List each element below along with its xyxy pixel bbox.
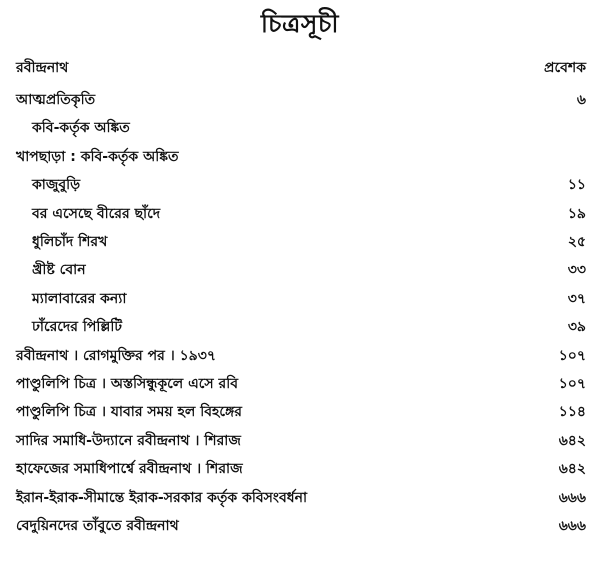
- entry-page-number: ৩৯: [567, 319, 586, 335]
- entry-label: হাফেজের সমাধিপার্শ্বে রবীন্দ্রনাথ । শিরাজ: [16, 461, 243, 477]
- toc-entry: [0, 287, 586, 311]
- entry-label: বর এসেছে বীরের ছাঁদে: [32, 206, 161, 222]
- entry-page-number: ১০৭: [558, 348, 586, 364]
- toc-entry: [0, 457, 586, 481]
- entry-page-number: ৩৭: [567, 291, 586, 307]
- entry-label: রবীন্দ্রনাথ । রোগমুক্তির পর । ১৯৩৭: [16, 348, 216, 364]
- toc-entry: [0, 372, 586, 396]
- toc-entry: [0, 116, 586, 140]
- entry-page-number: ৩৩: [567, 262, 586, 278]
- toc-entry: [0, 88, 586, 112]
- toc-entry: [0, 344, 586, 368]
- toc-entry: [0, 429, 586, 453]
- toc-entry: [0, 230, 586, 254]
- entry-page-number: ৬: [576, 92, 586, 108]
- toc-entry: [0, 258, 586, 282]
- toc-entry: [0, 315, 586, 339]
- entry-label: পাণ্ডুলিপি চিত্র । অস্তসিন্ধুকূলে এসে রবি: [16, 376, 239, 392]
- entry-label: ঢাঁরেদের পিল্লিটি: [32, 319, 122, 335]
- entry-label: কাজুবুড়ি: [32, 177, 81, 193]
- entry-label: পাণ্ডুলিপি চিত্র । যাবার সময় হল বিহঙ্গের: [16, 404, 242, 420]
- entry-page-number: ১০৭: [558, 376, 586, 392]
- entry-label: খাপছাড়া : কবি-কর্তৃক অঙ্কিত: [16, 149, 179, 165]
- entry-label: আত্মপ্রতিকৃতি: [16, 92, 96, 108]
- entry-label: ইরান-ইরাক-সীমান্তে ইরাক-সরকার কর্তৃক কবিসংবর্ধনা: [16, 490, 308, 506]
- entry-page-number: ৬৬৬: [558, 490, 586, 506]
- toc-entry: [0, 486, 586, 510]
- entry-page-number: ২৫: [567, 234, 586, 250]
- section-heading: রবীন্দ্রনাথ: [16, 60, 69, 76]
- column-header-row: [16, 56, 586, 78]
- page-column-heading: প্রবেশক: [544, 60, 586, 76]
- entry-label: ধুলিচাঁদ শিরখ: [32, 234, 108, 250]
- entry-page-number: ৬৪২: [558, 461, 586, 477]
- entry-label: ম্যালাবারের কন্যা: [32, 291, 127, 307]
- toc-entry: [0, 202, 586, 226]
- entry-page-number: ১৯: [567, 206, 586, 222]
- entry-label: সাদির সমাধি-উদ্যানে রবীন্দ্রনাথ । শিরাজ: [16, 433, 241, 449]
- toc-entry: [0, 514, 586, 538]
- entry-label: বেদুয়িনদের তাঁবুতে রবীন্দ্রনাথ: [16, 518, 179, 534]
- entry-label: খ্রীষ্ট বোন: [32, 262, 86, 278]
- page-title: চিত্রসূচী: [260, 9, 340, 38]
- toc-entry: [0, 173, 586, 197]
- entry-label: কবি-কর্তৃক অঙ্কিত: [32, 120, 130, 136]
- entry-page-number: ৬৬৬: [558, 518, 586, 534]
- toc-entry: [0, 400, 586, 424]
- toc-entry: [0, 145, 586, 169]
- entry-page-number: ১১: [567, 177, 586, 193]
- entry-page-number: ৬৪২: [558, 433, 586, 449]
- entry-page-number: ১১৪: [558, 404, 586, 420]
